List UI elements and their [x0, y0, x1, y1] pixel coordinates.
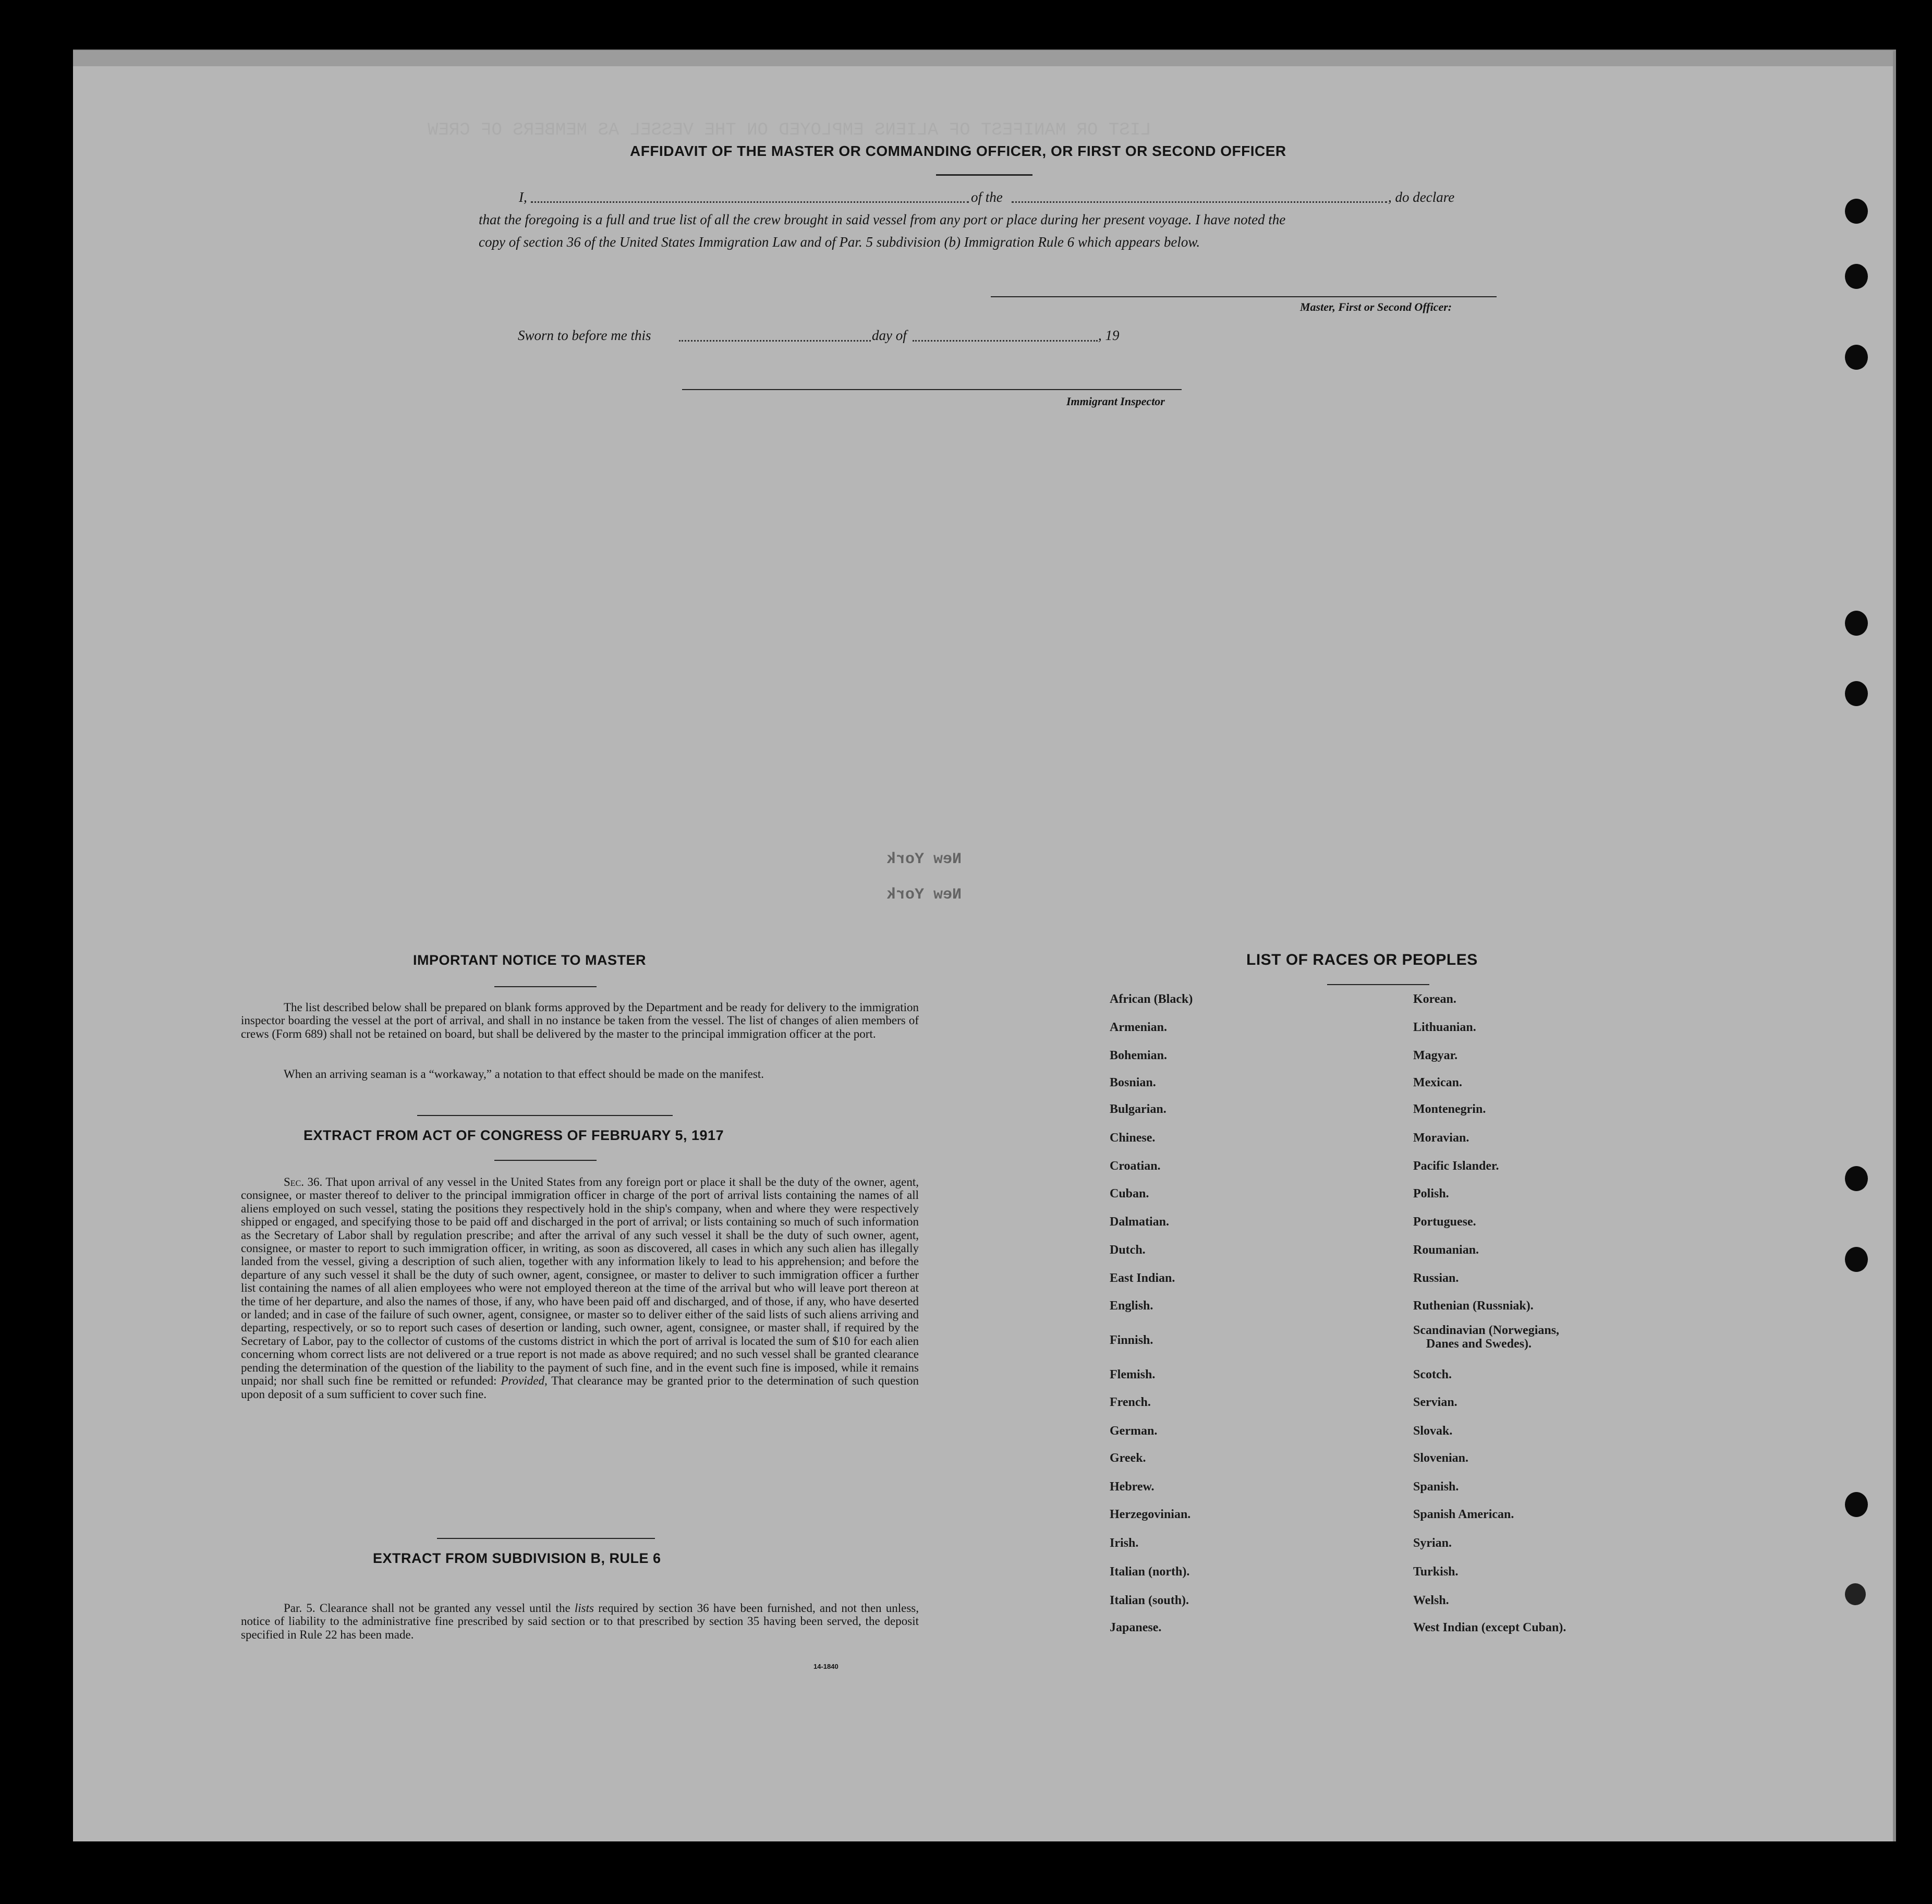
affidavit-of-the-label: of the [971, 189, 1003, 205]
race-item: Slovenian. [1413, 1451, 1469, 1465]
race-item: Portuguese. [1413, 1215, 1476, 1229]
race-item: Moravian. [1413, 1131, 1469, 1145]
race-item: Dutch. [1110, 1243, 1146, 1257]
act-tail: That clearance may be granted prior to the determination of such question upon deposit of a sum sufficient to cover such fine. [241, 1374, 919, 1401]
sworn-year-label: , 19 [1098, 328, 1120, 343]
race-item: Croatian. [1110, 1159, 1161, 1173]
race-item: Ruthenian (Russniak). [1413, 1299, 1534, 1313]
race-item: Mexican. [1413, 1076, 1462, 1089]
race-item: Russian. [1413, 1271, 1459, 1285]
race-item: Bohemian. [1110, 1049, 1168, 1062]
race-item: African (Black) [1110, 992, 1193, 1006]
punch-hole [1845, 264, 1868, 289]
page-top-edge [73, 51, 1893, 66]
vessel-name-field [1012, 201, 1387, 203]
race-item: Dalmatian. [1110, 1215, 1169, 1229]
race-item: Korean. [1413, 992, 1456, 1006]
form-number: 14-1840 [813, 1663, 839, 1670]
race-item: Syrian. [1413, 1536, 1452, 1550]
race-item: Herzegovinian. [1110, 1508, 1191, 1521]
act-provided: Provided, [501, 1374, 548, 1388]
sworn-day-field [679, 340, 871, 342]
sworn-month-field [913, 340, 1098, 342]
sworn-day-of-label: day of [872, 328, 907, 343]
race-item: Italian (south). [1110, 1594, 1189, 1607]
punch-hole [1845, 1492, 1868, 1517]
race-item: West Indian (except Cuban). [1413, 1621, 1566, 1634]
race-item: Servian. [1413, 1396, 1457, 1409]
race-item: Irish. [1110, 1536, 1139, 1550]
race-item: Turkish. [1413, 1565, 1459, 1579]
race-item: Scandinavian (Norwegians, [1413, 1324, 1560, 1337]
act-top-rule [417, 1115, 673, 1116]
race-item: Finnish. [1110, 1333, 1153, 1347]
race-item: Spanish American. [1413, 1508, 1514, 1521]
race-item: Cuban. [1110, 1187, 1149, 1200]
race-item: Slovak. [1413, 1424, 1453, 1438]
master-signature-label: Master, First or Second Officer: [1300, 300, 1452, 313]
race-item: Hebrew. [1110, 1480, 1155, 1494]
race-item: Magyar. [1413, 1049, 1458, 1062]
affidavit-title: AFFIDAVIT OF THE MASTER OR COMMANDING OFFICER, OR FIRST OR SECOND OFFICER [630, 143, 1286, 159]
punch-hole [1845, 345, 1868, 370]
punch-hole [1845, 1166, 1868, 1191]
race-item: Chinese. [1110, 1131, 1156, 1145]
race-item: Spanish. [1413, 1480, 1459, 1494]
punch-hole [1845, 1247, 1868, 1272]
notice-underline [494, 986, 597, 987]
race-item: Greek. [1110, 1451, 1146, 1465]
title-underline [936, 174, 1032, 176]
punch-hole [1845, 681, 1868, 706]
notice-title: IMPORTANT NOTICE TO MASTER [413, 952, 646, 968]
affidavit-body-line-2: copy of section 36 of the United States Immigration Law and of Par. 5 subdivision (b) Immigration Rule 6 which appears below. [479, 234, 1200, 250]
notice-text-2: When an arriving seaman is a “workaway,” a notation to that effect should be made on the manifest. [284, 1068, 764, 1081]
race-item: English. [1110, 1299, 1153, 1313]
race-item: French. [1110, 1396, 1151, 1409]
race-item: Flemish. [1110, 1368, 1156, 1381]
race-item: German. [1110, 1424, 1158, 1438]
master-name-field [531, 201, 969, 203]
races-underline [1327, 984, 1429, 985]
bleed-through-stamp: New York [886, 851, 962, 868]
race-item: Armenian. [1110, 1021, 1167, 1034]
notice-paragraph-2 [241, 1068, 919, 1081]
bleed-through-stamp: New York [886, 886, 962, 904]
race-item: Polish. [1413, 1187, 1449, 1200]
race-item: Danes and Swedes). [1426, 1337, 1532, 1351]
master-signature-line [991, 296, 1497, 297]
rule-text-b: required by section 36 have been furnished, and not then unless, notice of liability to the administrative fine prescribed by said section or to that prescribed by section 35 having been served, the deposit specified in Rule 22 has been made. [241, 1602, 919, 1641]
sworn-prefix: Sworn to before me this [518, 328, 651, 343]
act-title: EXTRACT FROM ACT OF CONGRESS OF FEBRUARY 5, 1917 [303, 1127, 724, 1143]
rule-text-a: Par. 5. Clearance shall not be granted any vessel until the [284, 1602, 570, 1615]
bleed-through-heading: LIST OR MANIFEST OF ALIENS EMPLOYED ON THE VESSEL AS MEMBERS OF CREW [428, 120, 1151, 140]
punch-hole [1845, 199, 1868, 224]
race-item: Italian (north). [1110, 1565, 1190, 1579]
rule-top-rule [437, 1538, 655, 1539]
race-item: Japanese. [1110, 1621, 1162, 1634]
rule-title: EXTRACT FROM SUBDIVISION B, RULE 6 [373, 1550, 661, 1566]
races-title: LIST OF RACES OR PEOPLES [1246, 951, 1478, 968]
race-item: East Indian. [1110, 1271, 1175, 1285]
race-item: Pacific Islander. [1413, 1159, 1499, 1173]
act-paragraph [241, 1175, 919, 1401]
race-item: Roumanian. [1413, 1243, 1479, 1257]
race-item: Scotch. [1413, 1368, 1452, 1381]
affidavit-i-label: I, [519, 189, 527, 205]
inspector-signature-line [682, 389, 1182, 390]
act-text: That upon arrival of any vessel in the United States from any foreign port or place it shall be the duty of the owner, agent, consignee, or master thereof to deliver to the principal immigration officer in charge of the port of arrival lists containing the names of all aliens employed on such vessel, stating the positions they respectively hold in the ship's company, when and where they were respectively shipped or engaged, and specifying those to be paid off and discharged in the port of arrival; or lists containing so much of such information as the Secretary of Labor shall by regulation prescribe; and after the arrival of any such vessel it shall be the duty of such owner, agent, consignee, or master to report to such immigration officer, in writing, as soon as discovered, all cases in which any such alien has illegally landed from the vessel, giving a description of such alien, together with any information likely to lead to his apprehension; and before the departure of any such vessel it shall be the duty of such owner, agent, consignee, or master to deliver to such immigration officer a further list containing the names of all alien employees who were not employed thereon at the time of the arrival but who will leave port thereon at the time of her departure, and also the names of those, if any, who have been paid off and discharged, and of those, if any, who have deserted or landed; and in case of the failure of such owner, agent, consignee, or master so to deliver either of the said lists of such aliens arriving and departing, respectively, or so to report such cases of desertion or landing, such owner, agent, consignee, or master shall, if required by the Secretary of Labor, pay to the collector of customs of the customs district in which the port of arrival is located the sum of $10 for each alien concerning whom correct lists are not delivered or a true report is not made as above required; and no such vessel shall be granted clearance pending the determination of the question of the liability to the payment of such fine, and in the event such fine is imposed, while it remains unpaid; nor shall such fine be remitted or refunded: [241, 1175, 919, 1388]
punch-hole [1845, 1583, 1866, 1605]
race-item: Bosnian. [1110, 1076, 1156, 1089]
race-item: Lithuanian. [1413, 1021, 1476, 1034]
affidavit-body-line-1: that the foregoing is a full and true list of all the crew brought in said vessel from any port or place during her present voyage. I have noted the [479, 212, 1286, 227]
inspector-label: Immigrant Inspector [1066, 395, 1165, 408]
race-item: Welsh. [1413, 1594, 1449, 1607]
race-item: Montenegrin. [1413, 1102, 1486, 1116]
affidavit-do-declare-label: , do declare [1388, 189, 1455, 205]
rule-paragraph [241, 1602, 919, 1641]
rule-lists: lists [574, 1602, 594, 1615]
act-sec-label: Sec. 36. [284, 1175, 323, 1189]
document-page [73, 50, 1896, 1841]
act-underline [494, 1160, 597, 1161]
notice-text-1: The list described below shall be prepared on blank forms approved by the Department and be ready for delivery to the immigration inspector boarding the vessel at the port of arrival, and shall in no instance be taken from the vessel. The list of changes of alien members of crews (Form 689) shall not be retained on board, but shall be delivered by the master to the principal immigration officer at the port. [241, 1001, 919, 1040]
punch-hole [1845, 611, 1868, 636]
race-item: Bulgarian. [1110, 1102, 1167, 1116]
notice-paragraph-1 [241, 1001, 919, 1040]
